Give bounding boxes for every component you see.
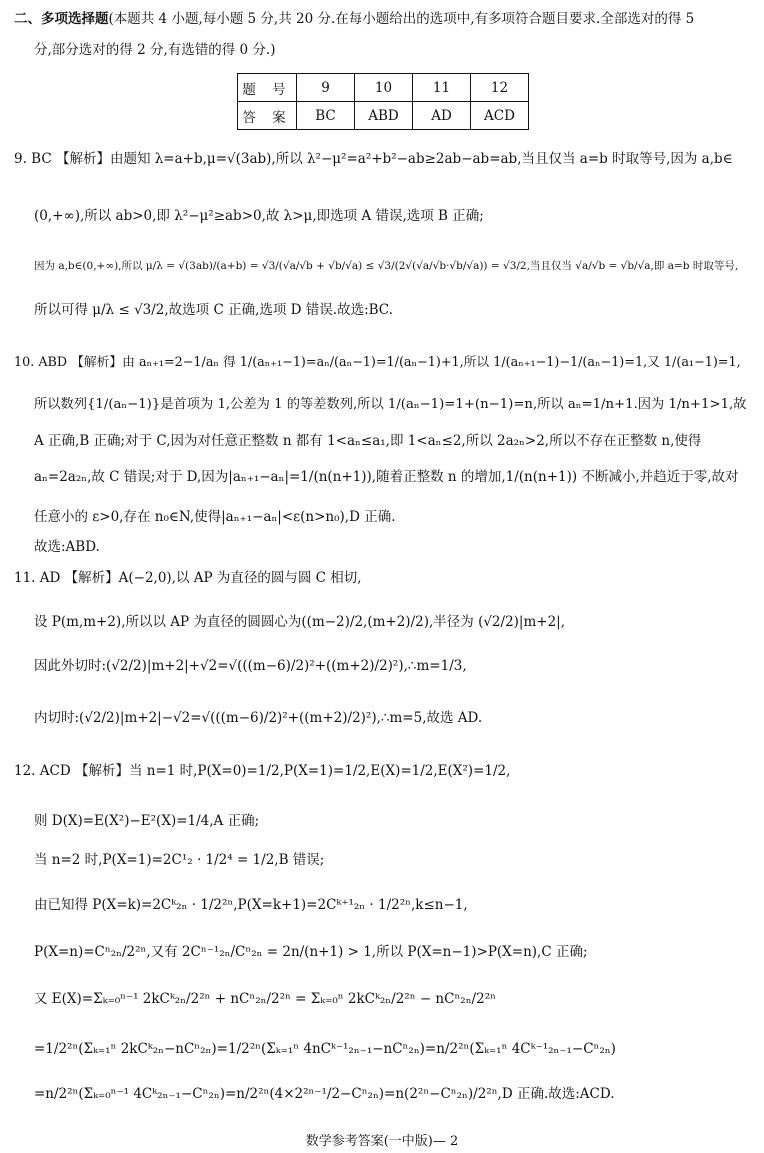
solution-line: P(X=n)=Cⁿ₂ₙ/2²ⁿ,又有 2Cⁿ⁻¹₂ₙ/Cⁿ₂ₙ = 2n/(n+1) > 1,所以 P(X=n−1)>P(X=n),C 正确; xyxy=(34,944,588,960)
solution-line: 因为 a,b∈(0,+∞),所以 μ/λ = √(3ab)/(a+b) = √3/(√a/√b + √b/√a) ≤ √3/(2√(√a/√b·√b/√a)) = √3/2,当且仅当 √a/√b = √b/√a,即 a=b 时取等号, xyxy=(34,260,739,272)
answer-table-number-row xyxy=(238,74,529,102)
solution-line: 12. ACD 【解析】当 n=1 时,P(X=0)=1/2,P(X=1)=1/2,E(X)=1/2,E(X²)=1/2, xyxy=(14,763,511,779)
answer-table-answer-row xyxy=(238,102,529,130)
number-cell: 12 xyxy=(471,74,529,102)
solution-line: 设 P(m,m+2),所以以 AP 为直径的圆圆心为((m−2)/2,(m+2)/2),半径为 (√2/2)|m+2|, xyxy=(34,614,566,630)
section-intro-2: 分,部分选对的得 2 分,有选错的得 0 分.) xyxy=(34,42,276,58)
solution-line: 10. ABD 【解析】由 aₙ₊₁=2−1/aₙ 得 1/(aₙ₊₁−1)=aₙ/(aₙ−1)=1/(aₙ−1)+1,所以 1/(aₙ₊₁−1)−1/(aₙ−1)=1,又 1/(a₁−1)=1, xyxy=(14,355,741,370)
row-label-number: 题 号 xyxy=(238,74,297,102)
solution-line: 因此外切时:(√2/2)|m+2|+√2=√(((m−6)/2)²+((m+2)/2)²),∴m=1/3, xyxy=(34,658,467,674)
solution-line: =n/2²ⁿ(Σₖ₌₀ⁿ⁻¹ 4Cᵏ₂ₙ₋₁−Cⁿ₂ₙ)=n/2²ⁿ(4×2²ⁿ⁻¹/2−Cⁿ₂ₙ)=n(2²ⁿ−Cⁿ₂ₙ)/2²ⁿ,D 正确.故选:ACD. xyxy=(34,1086,615,1102)
solution-line: 故选:ABD. xyxy=(34,539,100,555)
answer-cell: ABD xyxy=(355,102,413,130)
solution-line: aₙ=2a₂ₙ,故 C 错误;对于 D,因为|aₙ₊₁−aₙ|=1/(n(n+1)),随着正整数 n 的增加,1/(n(n+1)) 不断减小,并趋近于零,故对 xyxy=(34,469,739,485)
solution-line: (0,+∞),所以 ab>0,即 λ²−μ²≥ab>0,故 λ>μ,即选项 A 错误,选项 B 正确; xyxy=(34,208,484,224)
number-cell: 10 xyxy=(355,74,413,102)
solution-line: 则 D(X)=E(X²)−E²(X)=1/4,A 正确; xyxy=(34,813,260,829)
solution-line: 任意小的 ε>0,存在 n₀∈N,使得|aₙ₊₁−aₙ|<ε(n>n₀),D 正确. xyxy=(34,509,396,525)
solution-line: 又 E(X)=Σₖ₌₀ⁿ⁻¹ 2kCᵏ₂ₙ/2²ⁿ + nCⁿ₂ₙ/2²ⁿ = Σₖ₌₀ⁿ 2kCᵏ₂ₙ/2²ⁿ − nCⁿ₂ₙ/2²ⁿ xyxy=(34,991,496,1007)
solution-line: 所以可得 μ/λ ≤ √3/2,故选项 C 正确,选项 D 错误.故选:BC. xyxy=(34,302,393,318)
page-footer: 数学参考答案(一中版)— 2 xyxy=(305,1134,459,1149)
solution-line: 内切时:(√2/2)|m+2|−√2=√(((m−6)/2)²+((m+2)/2)²),∴m=5,故选 AD. xyxy=(34,710,483,726)
answer-cell: BC xyxy=(297,102,355,130)
answer-cell: ACD xyxy=(471,102,529,130)
solution-line: 所以数列{1/(aₙ−1)}是首项为 1,公差为 1 的等差数列,所以 1/(aₙ−1)=1+(n−1)=n,所以 aₙ=1/n+1.因为 1/n+1>1,故 xyxy=(34,397,747,412)
section-heading-line xyxy=(14,10,694,28)
number-cell: 9 xyxy=(297,74,355,102)
solution-line: 由已知得 P(X=k)=2Cᵏ₂ₙ · 1/2²ⁿ,P(X=k+1)=2Cᵏ⁺¹₂ₙ · 1/2²ⁿ,k≤n−1, xyxy=(34,897,468,913)
number-cell: 11 xyxy=(413,74,471,102)
section-intro-1: (本题共 4 小题,每小题 5 分,共 20 分.在每小题给出的选项中,有多项符合题目要求.全部选对的得 5 xyxy=(108,11,695,27)
solution-line: 9. BC 【解析】由题知 λ=a+b,μ=√(3ab),所以 λ²−μ²=a²+b²−ab≥2ab−ab=ab,当且仅当 a=b 时取等号,因为 a,b∈ xyxy=(14,151,733,167)
row-label-answer: 答 案 xyxy=(238,102,297,130)
section-heading: 二、多项选择题 xyxy=(14,11,109,27)
solution-line: A 正确,B 正确;对于 C,因为对任意正整数 n 都有 1<aₙ≤a₁,即 1<aₙ≤2,所以 2a₂ₙ>2,所以不存在正整数 n,使得 xyxy=(34,433,702,449)
solution-line: =1/2²ⁿ(Σₖ₌₁ⁿ 2kCᵏ₂ₙ−nCⁿ₂ₙ)=1/2²ⁿ(Σₖ₌₁ⁿ 4nCᵏ⁻¹₂ₙ₋₁−nCⁿ₂ₙ)=n/2²ⁿ(Σₖ₌₁ⁿ 4Cᵏ⁻¹₂ₙ₋₁−Cⁿ₂ₙ) xyxy=(34,1041,616,1057)
answer-table xyxy=(237,73,529,130)
answer-cell: AD xyxy=(413,102,471,130)
solution-line: 当 n=2 时,P(X=1)=2C¹₂ · 1/2⁴ = 1/2,B 错误; xyxy=(34,852,325,868)
solution-line: 11. AD 【解析】A(−2,0),以 AP 为直径的圆与圆 C 相切, xyxy=(14,570,362,586)
